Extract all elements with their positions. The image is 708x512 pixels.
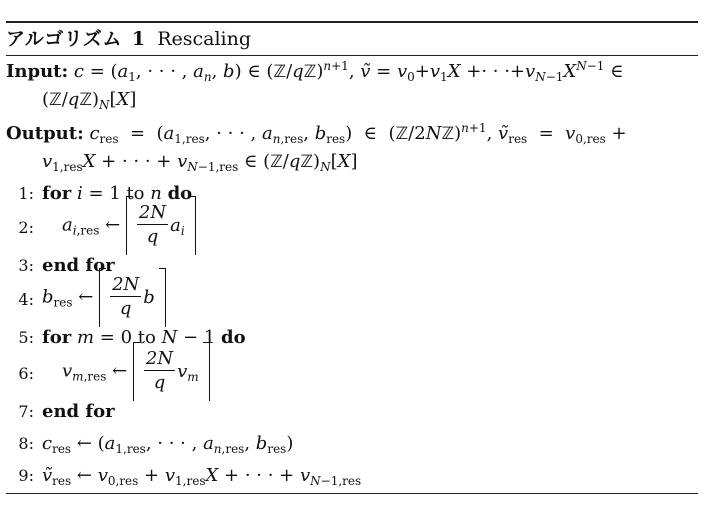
bottom-rule: [6, 493, 698, 494]
output-line-1: Output: $c_{res} = (a_{1,res}$, · · · , $a_{n,res}$, $b_{res}$) ∈ (ℤ/2Nℤ)$^{n+1}$, ṽ$_{res}$ = $v_{0,res}$ +: [6, 120, 627, 147]
caption-number: 1: [131, 28, 146, 50]
step-number: 5:: [18, 328, 34, 347]
step-5-for: for m = 0 to N − 1 do: [42, 327, 246, 348]
algorithm-caption: [6, 26, 251, 52]
output-line-2: $v_{1,res}X$ + · · · + $v_{N-1,res}$ ∈ $(ℤ/qℤ)_N[X]$: [42, 151, 358, 175]
top-rule: [6, 21, 698, 23]
fraction: $\frac{2N}{q}$: [145, 347, 174, 394]
step-4-assign: $b_{res}$ ← $\frac{2N}{q}$ b: [42, 268, 166, 327]
input-line-2: $(ℤ/qℤ)_N[X]$: [42, 89, 137, 113]
input-line-1: Input: $c = (a_1$, · · · , $a_n$, b) ∈ (ℤ/qℤ)$^{n+1}$, ṽ = $v_0+v_1X$ +· · $\cdot+v_{N-1}X^{N-1}$ ∈: [6, 58, 624, 85]
step-7-end-for: end for: [42, 401, 115, 422]
step-3-end-for: end for: [42, 255, 115, 276]
ceiling-brackets: $\frac{2N}{q}$ b: [99, 268, 166, 327]
step-8-assign: $c_{res}$ ← ($a_{1,res}$, · · · , $a_{n,res}$, $b_{res}$): [42, 433, 294, 457]
step-number: 6:: [18, 364, 34, 383]
step-6-assign: $v_{m,res}$ ← $\frac{2N}{q}$ $v_m$: [62, 342, 210, 401]
ceiling-brackets: $\frac{2N}{q}$ $v_m$: [133, 342, 210, 401]
input-label: Input:: [6, 61, 69, 82]
step-2-assign: $a_{i,res}$ ← $\frac{2N}{q}$ $a_i$: [62, 196, 196, 255]
step-9-assign: ṽ$_{res}$ ← $v_{0,res} + v_{1,res}X$ + · · · + $v_{N-1,res}$: [42, 465, 362, 489]
step-1-for: for i = 1 to n do: [42, 183, 193, 204]
step-number: 2:: [18, 218, 34, 237]
fraction: $\frac{2N}{q}$: [138, 201, 167, 248]
caption-rule: [6, 55, 698, 56]
fraction: $\frac{2N}{q}$: [112, 273, 140, 320]
ceiling-brackets: $\frac{2N}{q}$ $a_i$: [126, 196, 196, 255]
step-number: 1:: [18, 184, 34, 203]
caption-title: Rescaling: [157, 28, 252, 50]
step-number: 9:: [18, 466, 34, 485]
step-number: 4:: [18, 290, 34, 309]
output-label: Output:: [6, 123, 84, 144]
caption-prefix: アルゴリズム: [6, 28, 122, 50]
step-number: 8:: [18, 434, 34, 453]
step-number: 7:: [18, 402, 34, 421]
step-number: 3:: [18, 256, 34, 275]
